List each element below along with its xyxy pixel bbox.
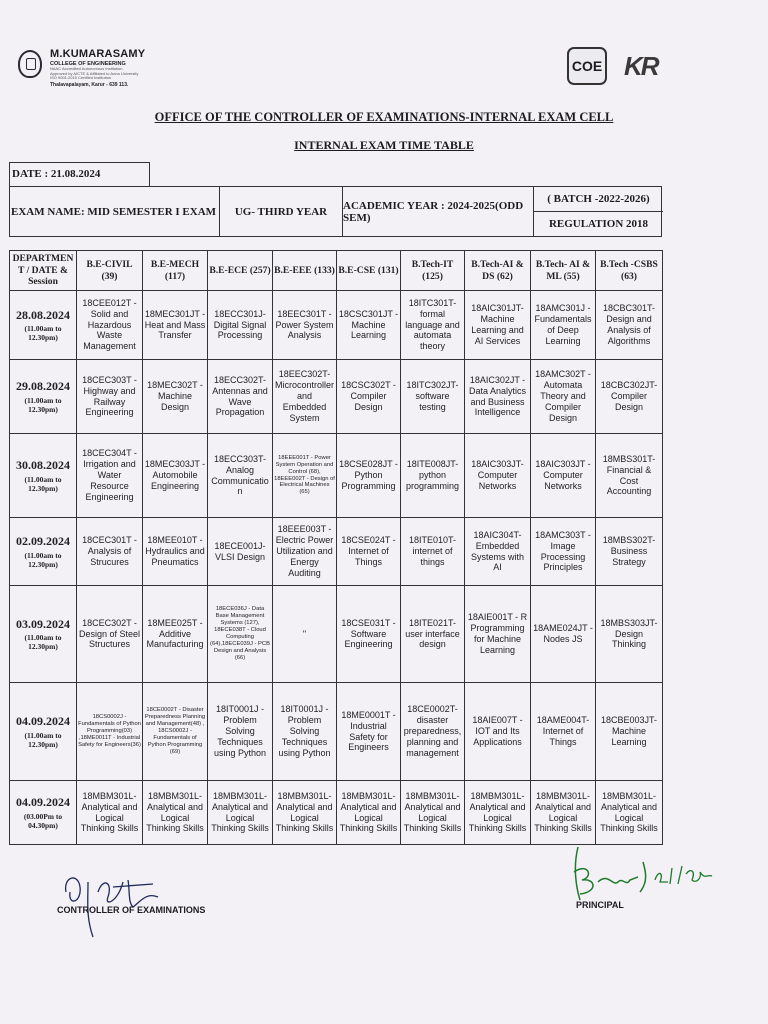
subject-cell: 18MBM301L- Analytical and Logical Thinking Skills	[596, 781, 663, 845]
regulation: REGULATION 2018	[548, 218, 649, 230]
table-row	[10, 291, 663, 360]
subject-cell: 18MBM301L- Analytical and Logical Thinking Skills	[531, 781, 596, 845]
subject-cell: 18CSC301JT - Machine Learning	[337, 291, 401, 360]
subject-cell: 18EEC302T- Microcontroller and Embedded System	[273, 360, 337, 434]
timetable	[9, 250, 663, 845]
header-dept: B.Tech- AI & ML (55)	[531, 251, 596, 291]
exam-date: 03.09.2024	[16, 616, 70, 631]
subject-cell: 18MBM301L- Analytical and Logical Thinking Skills	[77, 781, 143, 845]
batch-regulation	[534, 187, 663, 236]
subject-cell: 18AME024JT - Nodes JS	[531, 586, 596, 683]
exam-date: 04.09.2024	[16, 714, 70, 729]
subject-cell: 18ECE001J- VLSI Design	[208, 518, 273, 586]
subject-cell: 18AIE001T - R Programming for Machine Learning	[465, 586, 531, 683]
exam-session: (11.00am to 12.30pm)	[24, 730, 62, 749]
subject-cell: 18CEC303T - Highway and Railway Engineering	[77, 360, 143, 434]
subject-cell: 18IT0001J - Problem Solving Techniques using Python	[208, 683, 273, 781]
subject-cell: 18AIC304T- Embedded Systems with AI	[465, 518, 531, 586]
college-line-1: NAAC Accredited Autonomous Institution	[50, 65, 123, 71]
exam-session: (11.00am to 12.30pm)	[24, 474, 62, 493]
subject-cell: 18AMC302T - Automata Theory and Compiler Design	[531, 360, 596, 434]
college-subtitle: COLLEGE OF ENGINEERING	[50, 60, 126, 67]
subject-cell: 18ITE021T-user interface design	[401, 586, 465, 683]
subject-cell: 18MEE025T - Additive Manufacturing	[143, 586, 208, 683]
header-dept: B.Tech-IT (125)	[401, 251, 465, 291]
subject-cell: 18AIC303JT- Computer Networks	[465, 434, 531, 518]
subject-cell: 18AME004T- Internet of Things	[531, 683, 596, 781]
exam-session: (11.00am to 12.30pm)	[24, 324, 62, 343]
header-dept: B.Tech-AI & DS (62)	[465, 251, 531, 291]
subject-cell: 18CEC301T - Analysis of Strucures	[77, 518, 143, 586]
subject-cell: 18AMC301J - Fundamentals of Deep Learning	[531, 291, 596, 360]
date-cell	[10, 683, 77, 781]
header-dept: B.E-ECE (257)	[208, 251, 273, 291]
subject-cell: 18MEE010T - Hydraulics and Pneumatics	[143, 518, 208, 586]
exam-date: 02.09.2024	[16, 534, 70, 549]
subject-cell: 18CEE012T - Solid and Hazardous Waste Management	[77, 291, 143, 360]
subject-cell: 18EEE003T - Electric Power Utilization and Energy Auditing	[273, 518, 337, 586]
subject-cell: 18CEC302T - Design of Steel Structures	[77, 586, 143, 683]
subject-cell: 18AMC303T - Image Processing Principles	[531, 518, 596, 586]
exam-date: 29.08.2024	[16, 379, 70, 394]
batch: ( BATCH -2022-2026)	[534, 187, 663, 212]
office-title: OFFICE OF THE CONTROLLER OF EXAMINATIONS-INTERNAL EXAM CELL	[154, 110, 614, 124]
issue-date: DATE : 21.08.2024	[9, 162, 150, 187]
coe-badge: COE	[567, 47, 607, 85]
table-row	[10, 434, 663, 518]
header-dept: B.E-CIVIL (39)	[77, 251, 143, 291]
principal-date-handwriting	[650, 860, 720, 890]
year-label: UG- THIRD YEAR	[220, 187, 343, 236]
subject-cell: 18ITC301T-formal language and automata theory	[401, 291, 465, 360]
exam-session: (11.00am to 12.30pm)	[24, 550, 62, 569]
timetable-title: INTERNAL EXAM TIME TABLE	[294, 138, 474, 152]
subject-cell: 18MEC301JT - Heat and Mass Transfer	[143, 291, 208, 360]
subject-cell: 18CE0002T - Disaster Preparedness Planning and Management(48) , 18CS0002J - Fundamentals of Python Programming (69)	[143, 683, 208, 781]
kr-logo: KR	[624, 51, 658, 81]
exam-name: EXAM NAME: MID SEMESTER I EXAM	[10, 187, 220, 236]
subject-cell: 18MEC302T - Machine Design	[143, 360, 208, 434]
subject-cell: 18CBE003JT- Machine Learning	[596, 683, 663, 781]
subject-cell: 18AIE007T - IOT and Its Applications	[465, 683, 531, 781]
exam-date: 30.08.2024	[16, 458, 70, 473]
table-row	[10, 781, 663, 845]
exam-date: 04.09.2024	[16, 795, 70, 810]
header-dept: B.E-CSE (131)	[337, 251, 401, 291]
subject-cell: 18EEC301T - Power System Analysis	[273, 291, 337, 360]
subject-cell: 18ECC302T- Antennas and Wave Propagation	[208, 360, 273, 434]
table-row	[10, 518, 663, 586]
date-cell	[10, 586, 77, 683]
subject-cell: 18AIC301JT- Machine Learning and AI Services	[465, 291, 531, 360]
subject-cell: 18ITC302JT- software testing	[401, 360, 465, 434]
table-row	[10, 683, 663, 781]
subject-cell: 18MBM301L- Analytical and Logical Thinking Skills	[401, 781, 465, 845]
principal-label: PRINCIPAL	[576, 900, 624, 910]
subject-cell: 18CSE031T - Software Engineering	[337, 586, 401, 683]
header-dept: B.Tech -CSBS (63)	[596, 251, 663, 291]
subject-cell: 18CSC302T - Compiler Design	[337, 360, 401, 434]
date-cell	[10, 781, 77, 845]
subject-cell: 18ECC301J- Digital Signal Processing	[208, 291, 273, 360]
subject-cell: 18ECE036J - Data Base Management Systems (127), 18ECE038T - Cloud Computing (64),18ECE039J - PCB Design and Analysis (66)	[208, 586, 273, 683]
subject-cell: 18ITE008JT-python programming	[401, 434, 465, 518]
header-dept: B.E-MECH (117)	[143, 251, 208, 291]
table-row	[10, 360, 663, 434]
date-cell	[10, 518, 77, 586]
subject-cell: 18MBS303JT- Design Thinking	[596, 586, 663, 683]
subject-cell: 18IT0001J - Problem Solving Techniques using Python	[273, 683, 337, 781]
date-cell	[10, 434, 77, 518]
subject-cell: 18ECC303T- Analog Communication	[208, 434, 273, 518]
exam-session: (11.00am to 12.30pm)	[24, 633, 62, 652]
subject-cell: 18MBS302T- Business Strategy	[596, 518, 663, 586]
subject-cell: 18CSE024T - Internet of Things	[337, 518, 401, 586]
exam-session: (03.00Pm to 04.30pm)	[23, 811, 63, 830]
subject-cell: 18CE0002T-disaster preparedness, planning and management	[401, 683, 465, 781]
subject-cell: "	[273, 586, 337, 683]
subject-cell: 18EEE001T - Power System Operation and Control (68), 18EEE002T - Design of Electrical Machines (65)	[273, 434, 337, 518]
controller-of-examinations-label: CONTROLLER OF EXAMINATIONS	[57, 905, 206, 915]
date-cell	[10, 360, 77, 434]
college-line-3: ISO 9001:2015 Certified Institution	[50, 75, 112, 81]
date-cell	[10, 291, 77, 360]
subject-cell: 18CBC302JT- Compiler Design	[596, 360, 663, 434]
subject-cell: 18MBM301L- Analytical and Logical Thinking Skills	[337, 781, 401, 845]
subject-cell: 18MBM301L- Analytical and Logical Thinking Skills	[465, 781, 531, 845]
header-dept: B.E-EEE (133)	[273, 251, 337, 291]
controller-signature-icon	[58, 862, 168, 942]
college-header	[50, 48, 150, 88]
subject-cell: 18AIC302JT - Data Analytics and Business Intelligence	[465, 360, 531, 434]
header-dept-date: DEPARTMENT / DATE & Session	[10, 251, 77, 291]
subject-cell: 18MBM301L- Analytical and Logical Thinking Skills	[208, 781, 273, 845]
exam-session: (11.00am to 12.30pm)	[24, 395, 62, 414]
college-logo-icon	[18, 50, 42, 78]
subject-cell: 18CBC301T- Design and Analysis of Algorithms	[596, 291, 663, 360]
subject-cell: 18ME0001T - Industrial Safety for Engineers	[337, 683, 401, 781]
subject-cell: 18MBM301L- Analytical and Logical Thinking Skills	[273, 781, 337, 845]
college-line-2: Approved by AICTE & Affiliated to Anna University	[50, 70, 139, 76]
college-place: Thalavapalayam, Karur - 639 113.	[50, 81, 129, 88]
subject-cell: 18CS0002J - Fundamentals of Python Programming(03) ,18ME0011T - Industrial Safety for Engineers(36)	[77, 683, 143, 781]
table-row	[10, 586, 663, 683]
exam-date: 28.08.2024	[16, 307, 70, 322]
subject-cell: 18MEC303JT - Automobile Engineering	[143, 434, 208, 518]
subject-cell: 18MBS301T- Financial & Cost Accounting	[596, 434, 663, 518]
exam-info-box	[9, 186, 662, 237]
subject-cell: 18CSE028JT - Python Programming	[337, 434, 401, 518]
academic-year: ACADEMIC YEAR : 2024-2025(ODD SEM)	[343, 187, 534, 236]
header-row	[10, 251, 663, 291]
subject-cell: 18ITE010T- internet of things	[401, 518, 465, 586]
college-name: M.KUMARASAMY	[50, 48, 146, 60]
subject-cell: 18MBM301L- Analytical and Logical Thinking Skills	[143, 781, 208, 845]
subject-cell: 18CEC304T - Irrigation and Water Resource Engineering	[77, 434, 143, 518]
subject-cell: 18AIC303JT - Computer Networks	[531, 434, 596, 518]
